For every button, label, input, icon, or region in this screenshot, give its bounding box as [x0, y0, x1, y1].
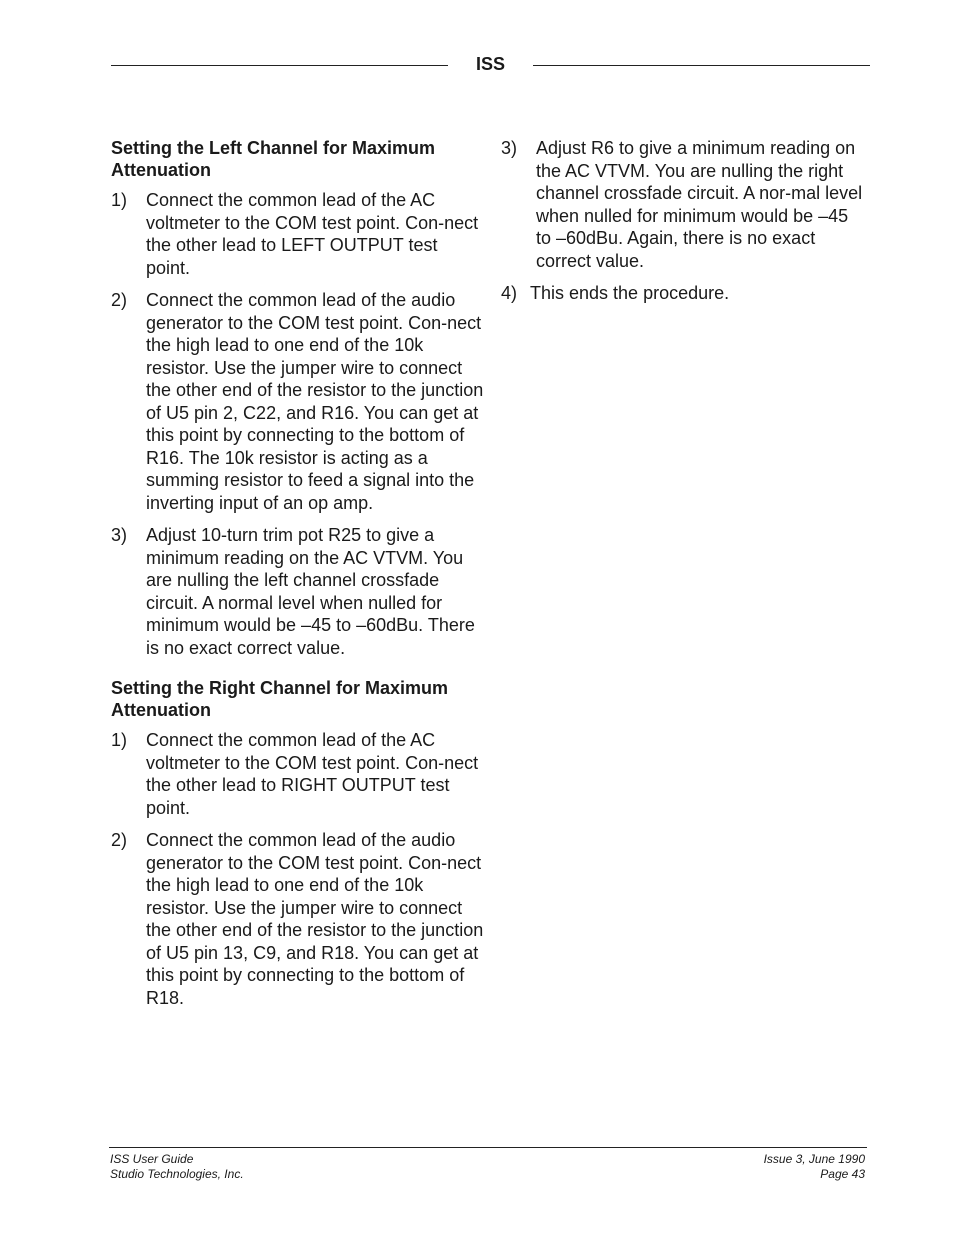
header-rule-right [533, 65, 870, 66]
footer-left [110, 1152, 244, 1182]
footer-page-number: Page 43 [820, 1167, 865, 1181]
step-text: Connect the common lead of the AC voltmeter to the COM test point. Con-nect the other lead to LEFT OUTPUT test point. [146, 190, 479, 278]
footer-company: Studio Technologies, Inc. [110, 1167, 244, 1181]
section-heading-left-channel: Setting the Left Channel for Maximum Attenuation [111, 138, 436, 180]
list-item [501, 137, 863, 272]
step-number: 2) [111, 290, 128, 310]
step-text: Connect the common lead of the AC voltmeter to the COM test point. Con-nect the other lead to RIGHT OUTPUT test point. [146, 730, 479, 818]
list-item [501, 282, 863, 305]
step-number: 3) [501, 138, 518, 158]
step-number: 1) [111, 190, 128, 210]
step-number: 1) [111, 730, 128, 750]
list-item [111, 829, 486, 1009]
right-channel-steps [111, 729, 486, 1009]
step-text: Adjust 10-turn trim pot R25 to give a minimum reading on the AC VTVM. You are nulling the left channel crossfade circuit. A normal level when nulled for minimum would be –45 to –60dBu. There is no exact correct value. [146, 525, 475, 658]
footer-right [764, 1152, 865, 1182]
step-text: Connect the common lead of the audio generator to the COM test point. Con-nect the high lead to one end of the 10k resistor. Use the jumper wire to connect the other end of the resistor to the junction of U5 pin 2, C22, and R16. You can get at this point by connecting to the bottom of R16. The 10k resistor is acting as a summing resistor to feed a signal into the inverting input of an op amp. [146, 290, 484, 513]
step-text: Connect the common lead of the audio generator to the COM test point. Con-nect the high lead to one end of the 10k resistor. Use the jumper wire to connect the other end of the resistor to the junction of U5 pin 13, C9, and R18. You can get at this point by connecting to the bottom of R18. [146, 830, 484, 1008]
step-text: Adjust R6 to give a minimum reading on the AC VTVM. You are nulling the right channel crossfade circuit. A nor-mal level when nulled for minimum would be –45 to –60dBu. Again, there is no exact correct value. [536, 138, 863, 271]
footer-rule [109, 1147, 867, 1148]
list-item [111, 729, 486, 819]
header-rule-left [111, 65, 448, 66]
right-channel-steps-continued [501, 137, 863, 305]
step-number: 4) [501, 283, 518, 303]
right-column [501, 137, 863, 315]
footer-issue: Issue 3, June 1990 [763, 1152, 865, 1166]
left-column [111, 137, 486, 1019]
footer-doc-title: ISS User Guide [110, 1152, 194, 1166]
page-header-title: ISS [475, 54, 505, 74]
left-channel-steps [111, 189, 486, 659]
step-text: This ends the procedure. [530, 283, 730, 303]
step-number: 3) [111, 525, 128, 545]
list-item [111, 189, 486, 279]
step-number: 2) [111, 830, 128, 850]
list-item [111, 524, 486, 659]
section-heading-right-channel: Setting the Right Channel for Maximum Attenuation [111, 678, 449, 720]
list-item [111, 289, 486, 514]
